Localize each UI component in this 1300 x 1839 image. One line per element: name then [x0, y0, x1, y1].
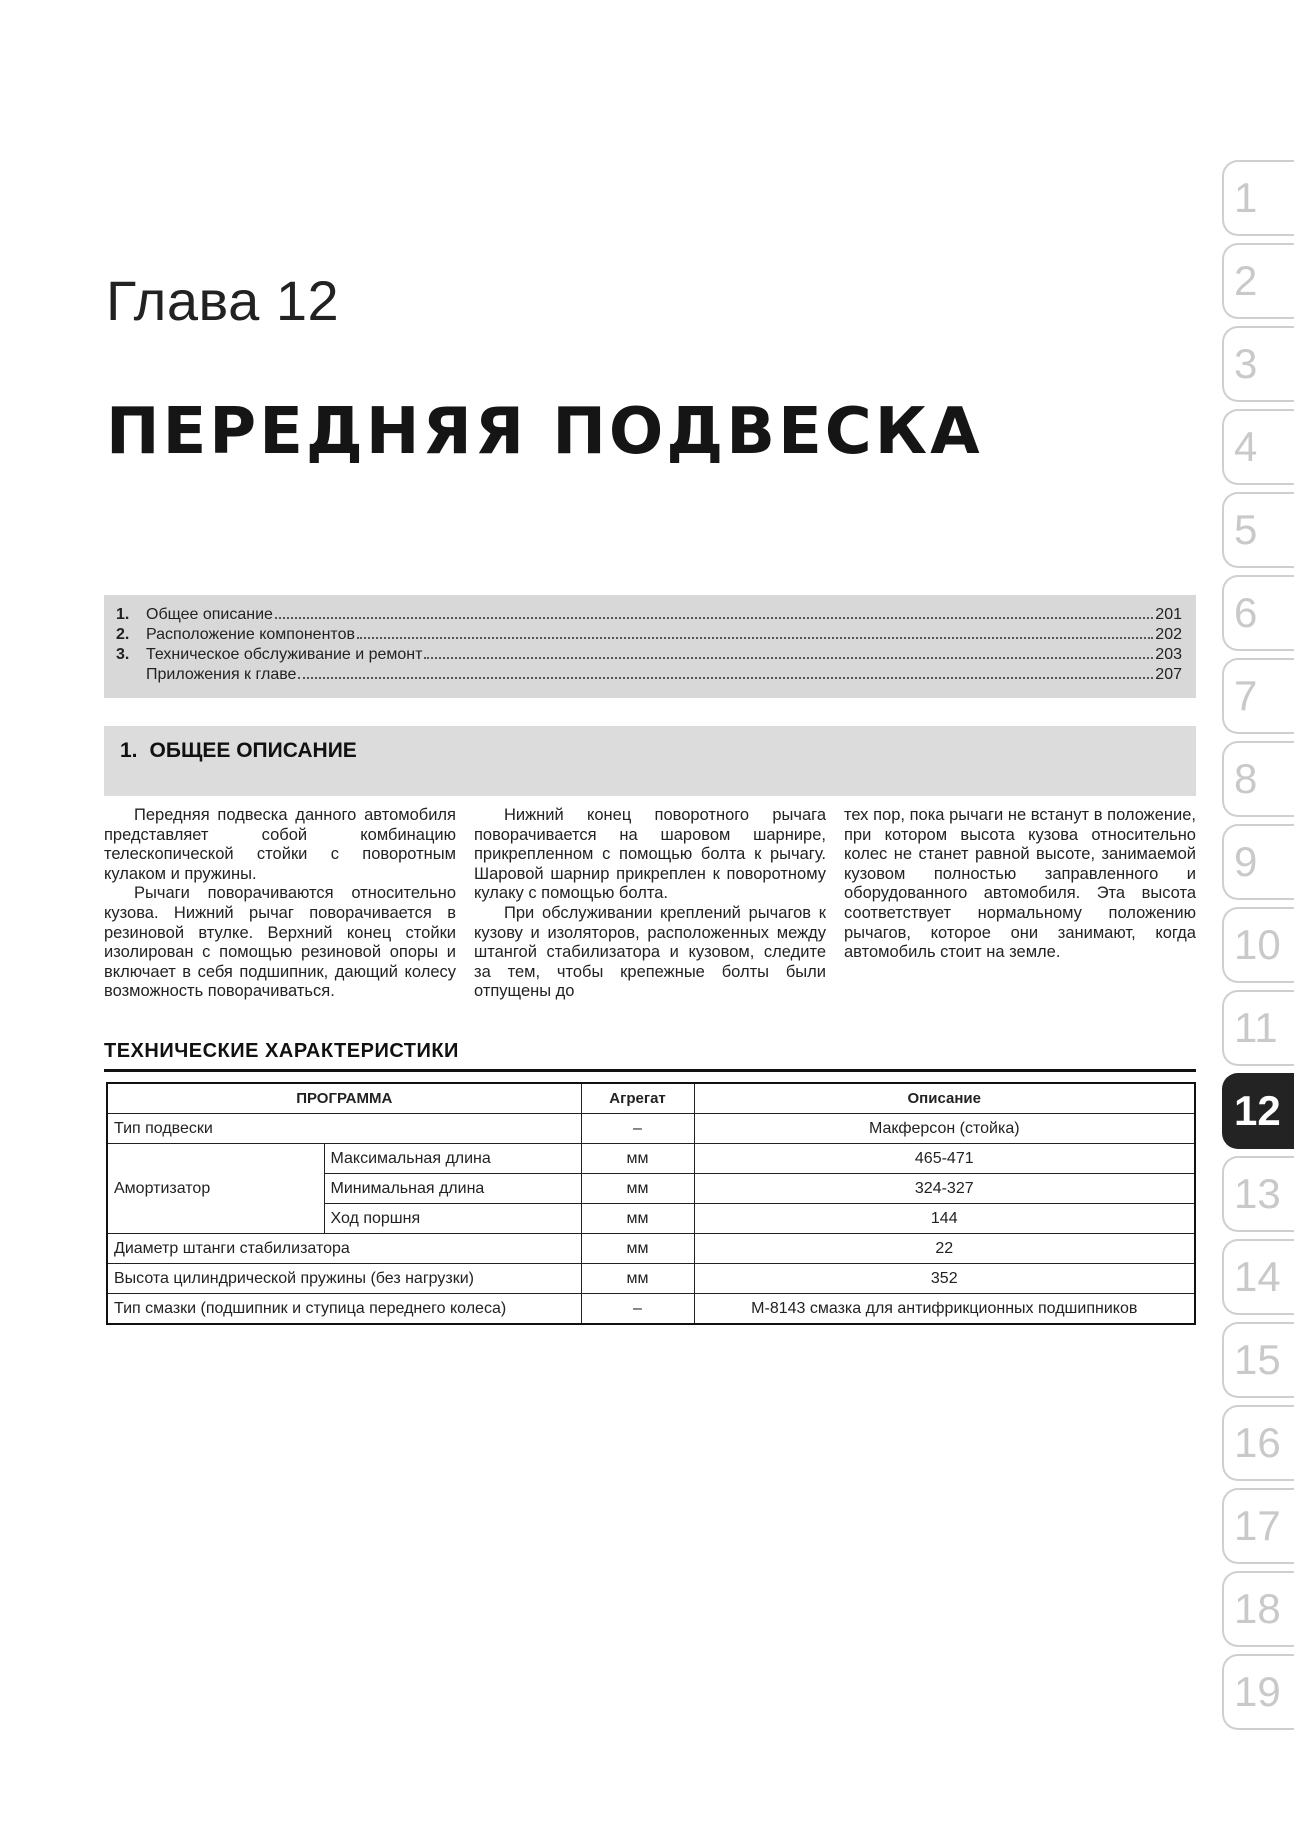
header-description: Описание	[694, 1083, 1195, 1114]
chapter-tab-3[interactable]: 3	[1222, 326, 1294, 402]
paragraph: Нижний конец поворотного рычага поворачивается на шаровом шарнире, прикрепленном с помощью болта к рычагу. Шаровой шарнир прикреплен к поворотному кулаку с помощью болта.	[474, 806, 826, 903]
chapter-tab-2[interactable]: 2	[1222, 243, 1294, 319]
chapter-tab-1[interactable]: 1	[1222, 160, 1294, 236]
chapter-tab-5[interactable]: 5	[1222, 492, 1294, 568]
cell-value: 324-327	[694, 1174, 1195, 1204]
cell-label: Высота цилиндрической пружины (без нагрузки)	[107, 1264, 581, 1294]
header-program: ПРОГРАММА	[107, 1083, 581, 1114]
toc-leader	[298, 677, 1153, 679]
cell-unit: мм	[581, 1174, 694, 1204]
table-header-row	[107, 1083, 1195, 1114]
chapter-tab-10[interactable]: 10	[1222, 907, 1294, 983]
cell-label: Тип подвески	[107, 1114, 581, 1144]
table-of-contents	[104, 595, 1196, 698]
toc-leader	[275, 617, 1153, 619]
toc-item[interactable]	[116, 666, 1182, 686]
chapter-tab-13[interactable]: 13	[1222, 1156, 1294, 1232]
toc-text: Техническое обслуживание и ремонт	[146, 646, 423, 663]
paragraph: Рычаги поворачиваются относительно кузова. Нижний рычаг поворачивается в резиновой втулке. Верхний конец стойки изолирован с помощью резиновой опоры и включает в себя подшипник, дающий колесу возможность поворачиваться.	[104, 884, 456, 1001]
specs-table	[106, 1082, 1196, 1325]
toc-item[interactable]	[116, 646, 1182, 666]
chapter-tab-6[interactable]: 6	[1222, 575, 1294, 651]
chapter-tab-8[interactable]: 8	[1222, 741, 1294, 817]
chapter-tab-18[interactable]: 18	[1222, 1571, 1294, 1647]
cell-label: Тип смазки (подшипник и ступица переднего колеса)	[107, 1294, 581, 1325]
cell-unit: мм	[581, 1264, 694, 1294]
cell-label: Минимальная длина	[324, 1174, 581, 1204]
cell-value: Макферсон (стойка)	[694, 1114, 1195, 1144]
section-number: 1.	[120, 739, 138, 762]
cell-label: Диаметр штанги стабилизатора	[107, 1234, 581, 1264]
chapter-tab-15[interactable]: 15	[1222, 1322, 1294, 1398]
cell-unit: мм	[581, 1144, 694, 1174]
chapter-tab-11[interactable]: 11	[1222, 990, 1294, 1066]
cell-value: 465-471	[694, 1144, 1195, 1174]
toc-item[interactable]	[116, 606, 1182, 626]
table-row	[107, 1264, 1195, 1294]
toc-page: 201	[1155, 606, 1182, 623]
text-column-3	[844, 806, 1196, 963]
chapter-label: Глава 12	[106, 269, 340, 332]
table-row	[107, 1114, 1195, 1144]
cell-value: 22	[694, 1234, 1195, 1264]
table-row	[107, 1234, 1195, 1264]
toc-leader	[357, 637, 1153, 639]
chapter-tab-16[interactable]: 16	[1222, 1405, 1294, 1481]
table-row	[107, 1294, 1195, 1325]
paragraph: При обслуживании креплений рычагов к кузову и изоляторов, расположенных между штангой стабилизатора и кузовом, следите за тем, чтобы крепежные болты были отпущены до	[474, 903, 826, 1001]
toc-number: 3.	[116, 646, 130, 663]
table-row	[107, 1144, 1195, 1174]
section-heading	[104, 726, 1196, 796]
toc-leader	[424, 657, 1153, 659]
chapter-tab-14[interactable]: 14	[1222, 1239, 1294, 1315]
cell-value: 144	[694, 1204, 1195, 1234]
chapter-tab-4[interactable]: 4	[1222, 409, 1294, 485]
toc-item[interactable]	[116, 626, 1182, 646]
chapter-tab-7[interactable]: 7	[1222, 658, 1294, 734]
cell-unit: мм	[581, 1234, 694, 1264]
toc-page: 202	[1155, 626, 1182, 643]
toc-page: 207	[1155, 666, 1182, 683]
cell-unit: –	[581, 1114, 694, 1144]
toc-page: 203	[1155, 646, 1182, 663]
text-column-2	[474, 806, 826, 1002]
chapter-title: ПЕРЕДНЯЯ ПОДВЕСКА	[106, 395, 983, 469]
specs-heading: ТЕХНИЧЕСКИЕ ХАРАКТЕРИСТИКИ	[104, 1040, 1196, 1072]
toc-text: Приложения к главе	[146, 666, 297, 683]
chapter-tab-17[interactable]: 17	[1222, 1488, 1294, 1564]
toc-number: 2.	[116, 626, 130, 643]
paragraph: Передняя подвеска данного автомобиля представляет собой комбинацию телескопической стойки с поворотным кулаком и пружины.	[104, 806, 456, 883]
cell-value: M-8143 смазка для антифрикционных подшипников	[694, 1294, 1195, 1325]
chapter-tab-9[interactable]: 9	[1222, 824, 1294, 900]
toc-text: Общее описание	[146, 606, 273, 623]
cell-unit: –	[581, 1294, 694, 1325]
header-unit: Агрегат	[581, 1083, 694, 1114]
chapter-tab-19[interactable]: 19	[1222, 1654, 1294, 1730]
section-title: ОБЩЕЕ ОПИСАНИЕ	[149, 739, 357, 762]
text-column-1	[104, 806, 456, 1002]
cell-value: 352	[694, 1264, 1195, 1294]
toc-text: Расположение компонентов	[146, 626, 355, 643]
paragraph: тех пор, пока рычаги не встанут в положение, при котором высота кузова относительно колес не станет равной высоте, занимаемой кузовом полностью заправленного и оборудованного автомобиля. Эта высота соответствует нормальному положению рычагов, которое они занимают, когда автомобиль стоит на земле.	[844, 806, 1196, 962]
toc-number: 1.	[116, 606, 130, 623]
chapter-tab-12[interactable]: 12	[1222, 1073, 1294, 1149]
cell-unit: мм	[581, 1204, 694, 1234]
cell-label: Ход поршня	[324, 1204, 581, 1234]
cell-group-label: Амортизатор	[107, 1144, 324, 1234]
cell-label: Максимальная длина	[324, 1144, 581, 1174]
